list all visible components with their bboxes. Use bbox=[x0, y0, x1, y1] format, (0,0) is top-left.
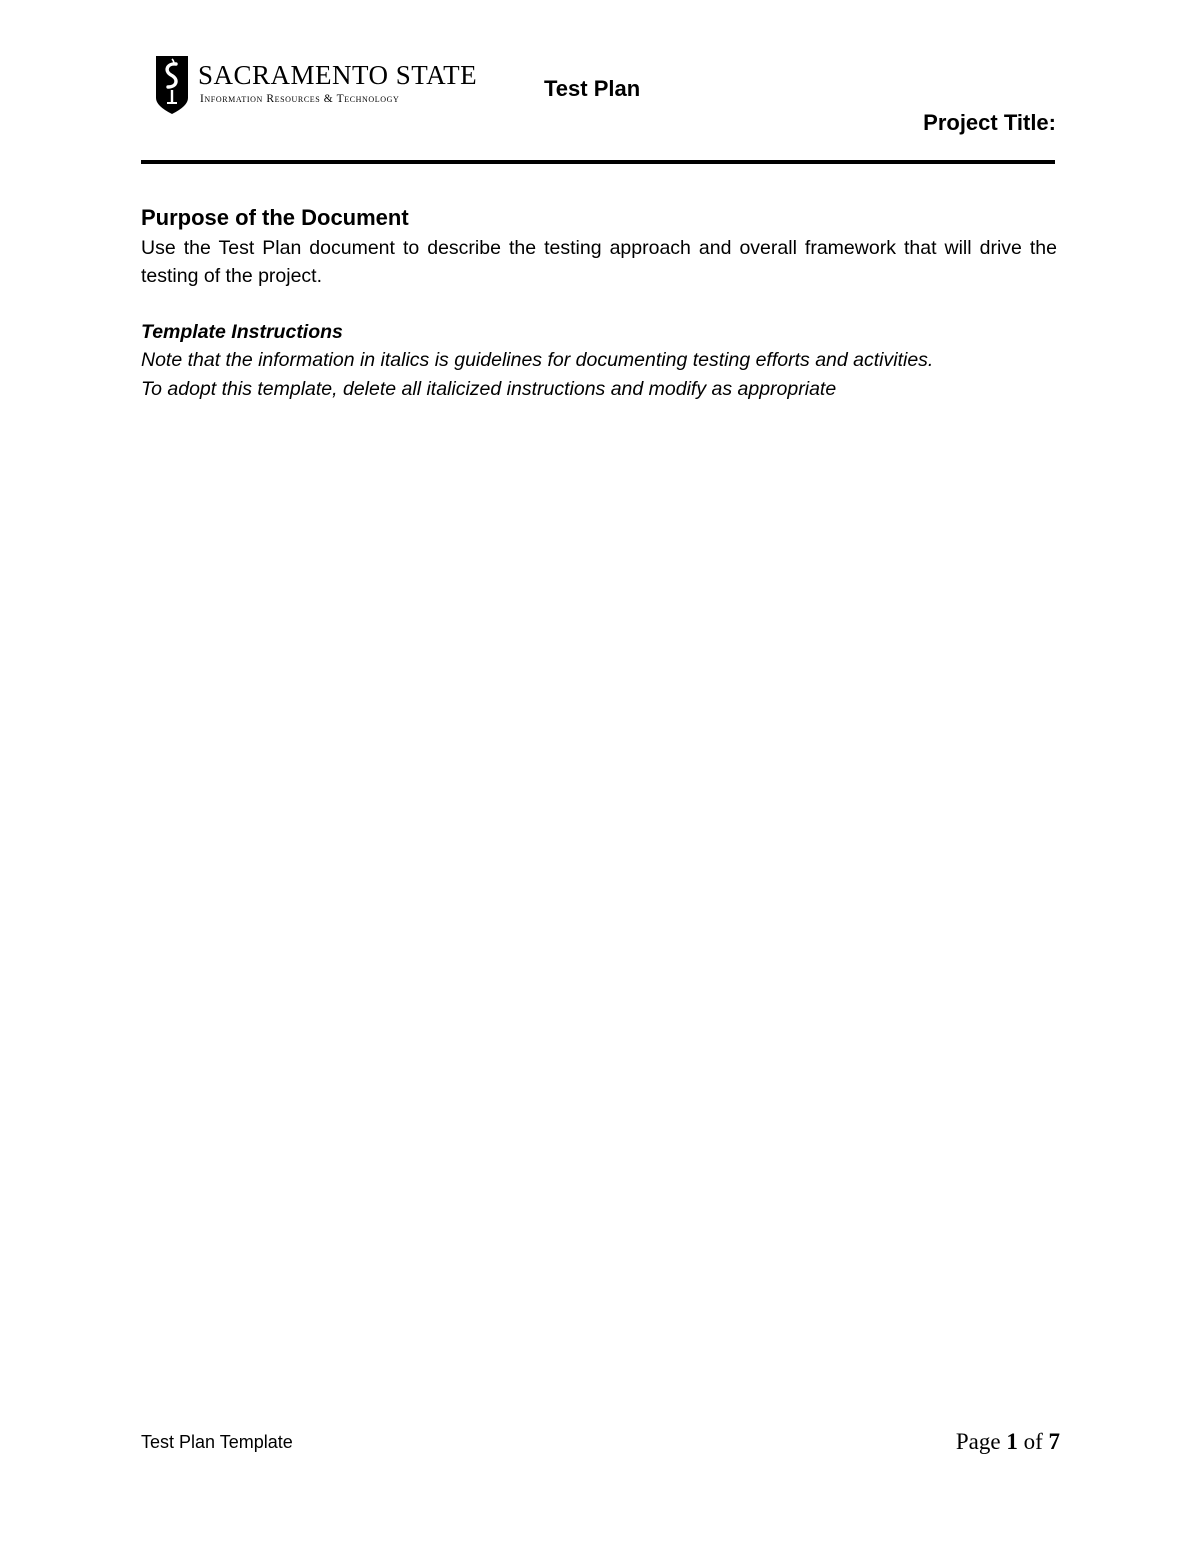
instructions-line-1: Note that the information in italics is guidelines for documenting testing efforts and activities. bbox=[141, 349, 934, 371]
page-word: Page bbox=[955, 1429, 1001, 1454]
footer-page-number bbox=[956, 1428, 1060, 1456]
page-total: 7 bbox=[1048, 1429, 1060, 1454]
logo-title: SACRAMENTO STATE bbox=[198, 60, 478, 90]
footer-document-name: Test Plan Template bbox=[141, 1432, 293, 1452]
purpose-text: Use the Test Plan document to describe the testing approach and overall framework that will drive the testing of the project. bbox=[141, 237, 1057, 287]
document-title: Test Plan bbox=[544, 76, 641, 101]
page-of-word: of bbox=[1023, 1429, 1043, 1454]
header-divider bbox=[141, 160, 1055, 164]
sacramento-state-logo bbox=[152, 54, 478, 116]
purpose-heading: Purpose of the Document bbox=[141, 205, 409, 230]
page-current: 1 bbox=[1006, 1429, 1018, 1454]
instructions-line-2: To adopt this template, delete all italicized instructions and modify as appropriate bbox=[141, 378, 837, 400]
logo-subtitle: Information Resources & Technology bbox=[200, 93, 400, 105]
project-title-label: Project Title: bbox=[923, 110, 1056, 135]
sac-state-hornet-torch-icon bbox=[152, 54, 192, 116]
instructions-heading: Template Instructions bbox=[141, 321, 343, 343]
